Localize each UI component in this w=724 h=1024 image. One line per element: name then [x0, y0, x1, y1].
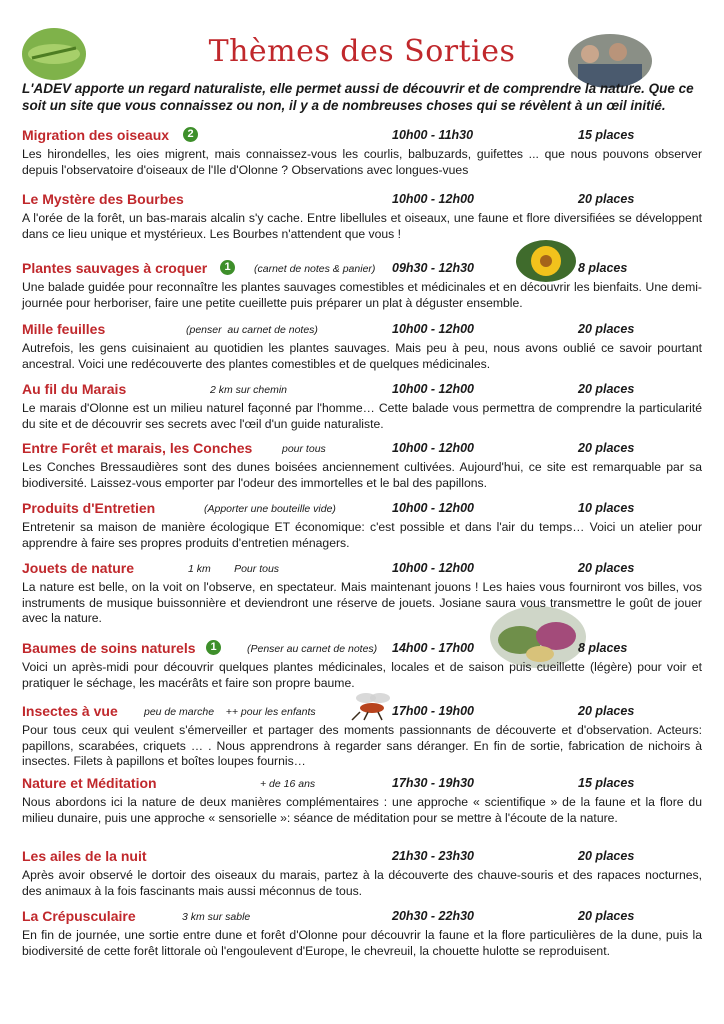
- outing-title: Entre Forêt et marais, les Conches: [22, 440, 253, 456]
- outing-description: A l'orée de la forêt, un bas-marais alcalin s'y cache. Entre libellules et oiseaux, une faune et flore diversifiées se développent dans ce lieu unique et mystérieux. Les Bourbes n'attendent que vous !: [22, 211, 702, 241]
- outing-note: (Penser au carnet de notes): [247, 643, 378, 655]
- outing-title: Produits d'Entretien: [22, 500, 156, 516]
- outing-entry: [22, 908, 702, 959]
- outing-time: 10h00 - 11h30: [392, 128, 474, 142]
- outing-description: La nature est belle, on la voit on l'observe, en spectateur. Mais maintenant jouons ! Les haies vous fourniront vos billes, vos instruments de musique buissonnière et deviendront une réserve de jouets. Josiane saura vous transmettre le goût de jouer avec la nature.: [22, 580, 702, 625]
- outing-note: (penser au carnet de notes): [186, 324, 318, 336]
- outing-places: 20 places: [578, 382, 635, 396]
- outing-title: Le Mystère des Bourbes: [22, 191, 184, 207]
- outing-note: pour tous: [282, 443, 326, 455]
- outing-note: 3 km sur sable: [182, 911, 251, 923]
- outing-header: [22, 500, 702, 520]
- outing-places: 20 places: [578, 704, 635, 718]
- outing-header: [22, 440, 702, 460]
- outing-description: Le marais d'Olonne est un milieu naturel façonné par l'homme… Cette balade vous permettra de comprendre la particularité du site et de découvrir ses secrets avec l'œil d'un guide naturaliste.: [22, 401, 702, 431]
- page-title: Thèmes des Sorties: [208, 34, 516, 69]
- outing-header: [22, 191, 702, 211]
- outing-time: 09h30 - 12h30: [392, 261, 474, 275]
- outing-places: 20 places: [578, 909, 635, 923]
- outing-entry: [22, 500, 702, 551]
- outing-description: Après avoir observé le dortoir des oiseaux du marais, partez à la découverte des chauve-souris et des rapaces nocturnes, des animaux à la fois fascinants mais aussi méconnus de tous.: [22, 868, 702, 898]
- outing-note: 1 km Pour tous: [188, 563, 280, 575]
- outing-description: En fin de journée, une sortie entre dune et forêt d'Olonne pour découvrir la faune et la flore particulières de la dune, puis la biodiversité de cette forêt littorale où l'engoulevent d'Europe, le chevreuil, la chouette hulotte se reproduisent.: [22, 928, 702, 958]
- outing-places: 20 places: [578, 322, 635, 336]
- difficulty-badge: 1: [220, 260, 235, 275]
- outing-header: [22, 640, 702, 660]
- outing-entry: [22, 560, 702, 627]
- outing-places: 15 places: [578, 776, 635, 790]
- outing-time: 10h00 - 12h00: [392, 382, 474, 396]
- outing-places: 20 places: [578, 441, 635, 455]
- outing-header: [22, 260, 702, 280]
- outing-time: 10h00 - 12h00: [392, 322, 474, 336]
- outing-places: 10 places: [578, 501, 635, 515]
- outing-description: Entretenir sa maison de manière écologique ET économique: c'est possible et dans l'air du temps… Voici un atelier pour apprendre à faire ses propres produits d'entretien ménagers.: [22, 520, 702, 550]
- outing-time: 10h00 - 12h00: [392, 192, 474, 206]
- outing-header: [22, 560, 702, 580]
- outing-entry: [22, 381, 702, 432]
- outing-time: 14h00 - 17h00: [392, 641, 474, 655]
- outing-time: 10h00 - 12h00: [392, 441, 474, 455]
- outing-title: Migration des oiseaux: [22, 127, 170, 143]
- outing-entry: [22, 191, 702, 242]
- outing-entry: [22, 640, 702, 691]
- outing-title: La Crépusculaire: [22, 908, 136, 924]
- outing-entry: [22, 848, 702, 899]
- outing-header: [22, 321, 702, 341]
- outing-places: 8 places: [578, 641, 628, 655]
- outing-header: [22, 381, 702, 401]
- outing-description: Nous abordons ici la nature de deux manières complémentaires : une approche « scientifique » de la faune et la flore du milieu dunaire, puis une approche « sensorielle »: séance de méditation pour se mettre à l'écoute de la nature.: [22, 795, 702, 825]
- outing-description: Les hirondelles, les oies migrent, mais connaissez-vous les courlis, balbuzards, guifettes ... que nous pouvons observer depuis l'observatoire d'oiseaux de l'Ile d'Olonne ? Observations avec longues-vues: [22, 147, 702, 177]
- outing-description: Autrefois, les gens cuisinaient au quotidien les plantes sauvages. Mais peu à peu, nous avons oublié ce savoir pourtant ancestral. Voici une redécouverte des plantes comestibles et de quelques médicinales.: [22, 341, 702, 371]
- outing-title: Jouets de nature: [22, 560, 135, 576]
- outing-time: 17h00 - 19h00: [392, 704, 474, 718]
- outing-title: Mille feuilles: [22, 321, 106, 337]
- outing-header: [22, 848, 702, 868]
- outing-note: (Apporter une bouteille vide): [204, 503, 336, 515]
- difficulty-badge: 1: [206, 640, 221, 655]
- outing-title: Insectes à vue: [22, 703, 118, 719]
- outing-title: Nature et Méditation: [22, 775, 157, 791]
- outing-header: [22, 908, 702, 928]
- outing-entry: [22, 703, 702, 770]
- outing-time: 20h30 - 22h30: [392, 909, 474, 923]
- outing-time: 10h00 - 12h00: [392, 501, 474, 515]
- outing-header: [22, 703, 702, 723]
- difficulty-badge: 2: [183, 127, 198, 142]
- outing-title: Les ailes de la nuit: [22, 848, 147, 864]
- outing-entry: [22, 775, 702, 826]
- outing-description: Les Conches Bressaudières sont des dunes boisées anciennement cultivées. Aujourd'hui, ce site est remarquable par sa biodiversité. Laissez-vous emporter par l'odeur des immortelles et le bal des papillons.: [22, 460, 702, 490]
- outing-note: (carnet de notes & panier): [254, 263, 376, 275]
- outing-places: 8 places: [578, 261, 628, 275]
- outing-header: [22, 775, 702, 795]
- outing-entry: [22, 127, 702, 178]
- outing-time: 10h00 - 12h00: [392, 561, 474, 575]
- outing-note: 2 km sur chemin: [210, 384, 288, 396]
- outing-places: 20 places: [578, 849, 635, 863]
- outing-entry: [22, 260, 702, 311]
- outing-title: Au fil du Marais: [22, 381, 127, 397]
- outing-description: Voici un après-midi pour découvrir quelques plantes médicinales, locales et de saison puis cueillette (légère) pour voir et pratiquer le séchage, les macérâts et faire son propre baume.: [22, 660, 702, 690]
- outing-places: 20 places: [578, 561, 635, 575]
- outing-note: peu de marche ++ pour les enfants: [144, 706, 316, 718]
- outing-entry: [22, 440, 702, 491]
- outing-note: + de 16 ans: [260, 778, 316, 790]
- outing-places: 15 places: [578, 128, 635, 142]
- outing-description: Pour tous ceux qui veulent s'émerveiller et partager des moments passionnants de découverte et d'observation. Acteurs: papillons, scarabées, criquets … . Nous apprendrons à regarder sans déranger. En fin de sortie, fabrication de nichoirs à insectes. Filets à papillons et boîtes loupes fournis…: [22, 723, 702, 768]
- outing-places: 20 places: [578, 192, 635, 206]
- outing-entry: [22, 321, 702, 372]
- outing-time: 21h30 - 23h30: [392, 849, 474, 863]
- outing-title: Baumes de soins naturels: [22, 640, 196, 656]
- intro-text: L'ADEV apporte un regard naturaliste, elle permet aussi de découvrir et de comprendre la nature. Que ce soit un site que vous connaissez ou non, il y a de nombreuses choses qui se révèlent à un œil initié.: [22, 81, 694, 113]
- outing-description: Une balade guidée pour reconnaître les plantes sauvages comestibles et médicinales et en découvrir les bienfaits. Une demi-journée pour herboriser, faire une petite cueillette puis préparer un plat à déguster ensemble.: [22, 280, 702, 310]
- outing-title: Plantes sauvages à croquer: [22, 260, 208, 276]
- outing-header: [22, 127, 702, 147]
- outing-time: 17h30 - 19h30: [392, 776, 474, 790]
